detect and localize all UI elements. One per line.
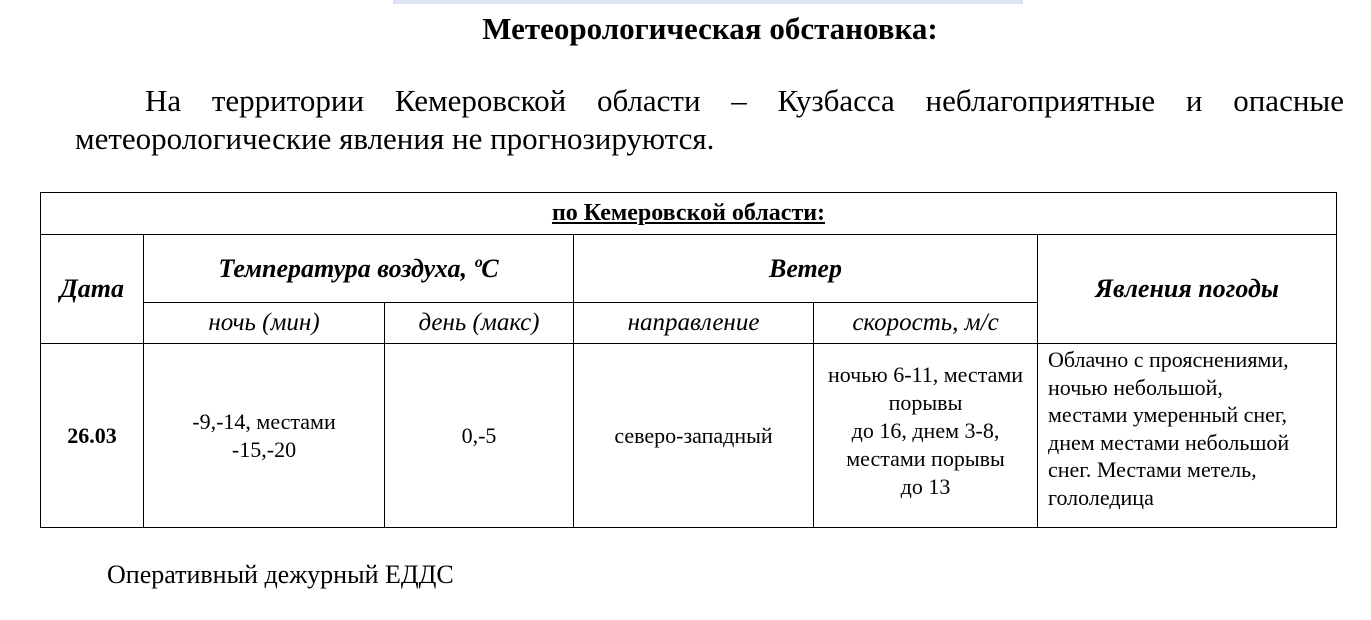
wind-speed-line: местами порывы xyxy=(846,446,1005,471)
date-header: Дата xyxy=(41,235,144,344)
direction-header: направление xyxy=(574,303,814,344)
day-max-header: день (макс) xyxy=(385,303,574,344)
phenomena-header: Явления погоды xyxy=(1038,235,1337,344)
intro-line-1: На территории Кемеровской области – Кузбасса неблагоприятные и опасные xyxy=(145,83,1344,118)
phenomena-line: днем местами небольшой xyxy=(1048,429,1290,455)
wind-direction-cell: северо-западный xyxy=(574,344,814,528)
speed-header: скорость, м/с xyxy=(814,303,1038,344)
wind-speed-line: ночью 6-11, местами xyxy=(827,362,1024,387)
phenomena-line: снег. Местами метель, xyxy=(1048,457,1257,482)
table-row xyxy=(41,344,1337,528)
top-decorative-strip xyxy=(393,0,1023,4)
intro-paragraph xyxy=(75,82,1344,158)
wind-speed-cell xyxy=(814,344,1038,528)
wind-speed-line: до 16, днем 3-8, xyxy=(851,418,1000,443)
night-temp-line: -9,-14, местами xyxy=(192,408,336,434)
phenomena-line: ночью небольшой, xyxy=(1048,374,1223,400)
wind-speed-line: порывы xyxy=(888,390,963,415)
phenomena-line: местами умеренный снег, xyxy=(1048,402,1287,427)
wind-speed-line: до 13 xyxy=(900,474,951,499)
night-temp-cell xyxy=(144,344,385,528)
date-cell: 26.03 xyxy=(41,344,144,528)
temperature-header: Температура воздуха, ºС xyxy=(144,235,574,303)
weather-table xyxy=(40,192,1337,528)
phenomena-line: Облачно с прояснениями, xyxy=(1048,347,1289,372)
phenomena-line: гололедица xyxy=(1048,484,1154,510)
night-temp-line: -15,-20 xyxy=(231,436,297,462)
signature: Оперативный дежурный ЕДДС xyxy=(107,560,454,589)
day-temp-cell: 0,-5 xyxy=(385,344,574,528)
phenomena-cell xyxy=(1038,344,1337,528)
page-title: Метеорологическая обстановка: xyxy=(482,11,938,46)
wind-header: Ветер xyxy=(574,235,1038,303)
region-header: по Кемеровской области: xyxy=(41,193,1337,235)
night-min-header: ночь (мин) xyxy=(144,303,385,344)
intro-line-2: метеорологические явления не прогнозируются. xyxy=(75,121,715,156)
